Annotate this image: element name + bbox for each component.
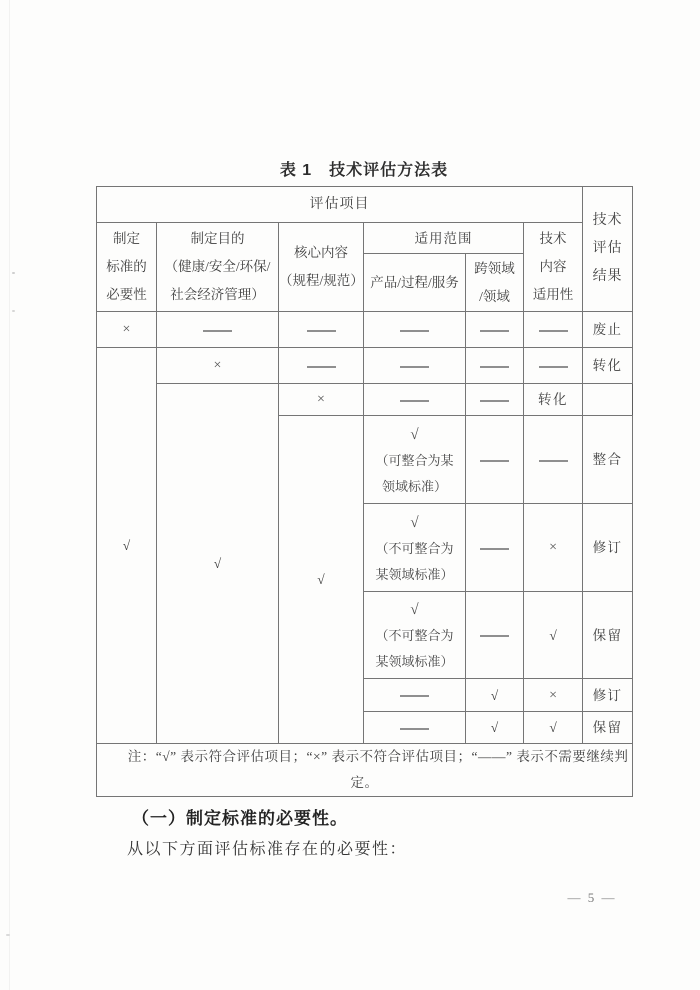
dash-symbol [307,330,336,332]
page-number: — 5 — [567,890,617,905]
dash-symbol [539,460,568,462]
result-cell: 废止 [583,312,633,348]
scan-edge-artifact [9,0,10,990]
body-paragraph: 从以下方面评估标准存在的必要性： [127,841,408,858]
dash-cell [364,312,466,348]
evaluation-table [96,186,633,797]
check-cell: √ [466,712,524,744]
dash-cell [279,312,364,348]
dash-symbol [400,400,429,402]
dash-symbol [480,460,509,462]
header-product-process-service: 产品/过程/服务 [364,254,466,312]
dash-cell [364,679,466,712]
dash-symbol [480,366,509,368]
dash-symbol [480,635,509,637]
dash-cell [364,712,466,744]
header-applicability: 技术 内容 适用性 [524,223,583,312]
dash-cell [279,348,364,384]
dash-symbol [400,728,429,730]
dash-cell [466,592,524,679]
result-cell: 保留 [583,592,633,679]
note-row [97,744,633,797]
check-cell: √ [524,592,583,679]
result-cell: 整合 [583,416,633,504]
dash-symbol [539,366,568,368]
header-row-2 [97,223,633,254]
scan-speck [6,934,10,936]
dash-symbol [480,330,509,332]
criteria-cell: √ （不可整合为 某领域标准） [364,592,466,679]
table-body [97,312,633,744]
header-eval-items: 评估项目 [97,187,583,223]
dash-cell [466,416,524,504]
criteria-cell: √ （不可整合为 某领域标准） [364,504,466,592]
dash-symbol [400,695,429,697]
dash-cell [466,312,524,348]
dash-cell [524,312,583,348]
dash-symbol [539,330,568,332]
scan-speck [12,272,15,274]
header-purpose: 制定目的 （健康/安全/环保/ 社会经济管理） [157,223,279,312]
dash-cell [157,312,279,348]
header-core-content: 核心内容 （规程/规范） [279,223,364,312]
check-cell: √ [97,348,157,744]
table-title: 表 1 技术评估方法表 [279,162,449,179]
dash-symbol [400,330,429,332]
section-heading: （一）制定标准的必要性。 [132,809,348,828]
table-row [97,384,633,416]
check-symbol: √ [410,602,419,618]
header-row-1 [97,187,633,223]
dash-cell [466,384,524,416]
dash-symbol [480,400,509,402]
header-cross-domain: 跨领域 /领域 [466,254,524,312]
result-cell: 修订 [583,504,633,592]
result-cell: 修订 [583,679,633,712]
dash-symbol [400,366,429,368]
cross-cell: × [524,504,583,592]
scan-speck [12,310,15,312]
dash-cell [524,416,583,504]
cross-cell: × [157,348,279,384]
check-symbol: √ [410,426,419,443]
dash-cell [364,384,466,416]
result-cell: 保留 [583,712,633,744]
check-cell: √ [279,416,364,744]
header-scope: 适用范围 [364,223,524,254]
dash-symbol [203,330,232,332]
dash-cell [364,348,466,384]
dash-cell [466,348,524,384]
result-cell: 转化 [583,348,633,384]
cross-cell: × [524,679,583,712]
check-cell: √ [466,679,524,712]
criteria-cell: √ （可整合为某 领域标准） [364,416,466,504]
dash-symbol [307,366,336,368]
check-symbol: √ [410,514,419,531]
note-cell [97,744,633,797]
table-row [97,348,633,384]
check-cell: √ [524,712,583,744]
check-cell: √ [157,384,279,744]
header-necessity: 制定 标准的 必要性 [97,223,157,312]
cross-cell: × [279,384,364,416]
cross-cell: × [97,312,157,348]
table-note: 注：“√” 表示符合评估项目；“×” 表示不符合评估项目；“——” 表示不需要继续判定。 [127,749,629,790]
table-row [97,312,633,348]
header-eval-result: 技术 评估 结果 [583,187,633,312]
dash-cell [466,504,524,592]
dash-symbol [480,548,509,550]
dash-cell [524,348,583,384]
result-cell: 转化 [524,384,583,416]
